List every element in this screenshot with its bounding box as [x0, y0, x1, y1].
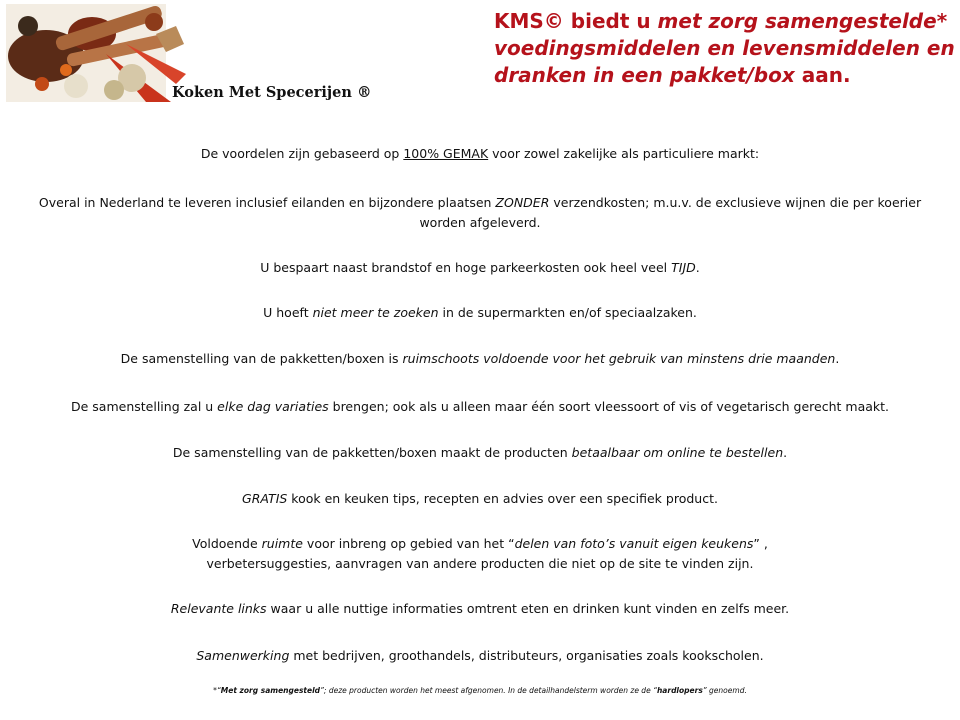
paragraph: De samenstelling van de pakketten/boxen is ruimschoots voldoende voor het gebruik van minstens drie maanden. — [120, 351, 840, 366]
headline-lead: KMS© biedt u — [494, 9, 658, 33]
brand-text: Koken Met Specerijen ® — [172, 84, 372, 101]
paragraph: De samenstelling van de pakketten/boxen maakt de producten betaalbaar om online te bestellen. — [172, 445, 788, 460]
paragraph: Overal in Nederland te leveren inclusief eilanden en bijzondere plaatsen ZONDER verzendkosten; m.u.v. de exclusieve wijnen die per koerier worden afgeleverd. — [38, 195, 922, 230]
logo — [6, 4, 400, 108]
paragraph: GRATIS kook en keuken tips, recepten en advies over een specifiek product. — [242, 491, 718, 506]
paragraph: U bespaart naast brandstof en hoge parkeerkosten ook heel veel TIJD. — [260, 260, 700, 275]
headline-tail: aan. — [794, 63, 851, 87]
paragraph: U hoeft niet meer te zoeken in de supermarkten en/of speciaalzaken. — [263, 305, 697, 320]
footnote: *“Met zorg samengesteld”; deze producten worden het meest afgenomen. In de detailhandelsterm worden ze de “hardlopers” genoemd. — [213, 686, 747, 695]
emphasis-link: 100% GEMAK — [403, 146, 489, 161]
paragraph: Relevante links waar u alle nuttige informaties omtrent eten en drinken kunt vinden en zelfs meer. — [170, 601, 790, 616]
paragraph: De voordelen zijn gebaseerd op 100% GEMAK voor zowel zakelijke als particuliere markt: — [200, 146, 760, 161]
headline — [494, 8, 956, 89]
paragraph: De samenstelling zal u elke dag variaties brengen; ook als u alleen maar één soort vleessoort of vis of vegetarisch gerecht maakt. — [71, 399, 889, 414]
headline-emphasis: met zorg samengestelde* voedingsmiddelen en levensmiddelen en dranken in een pakket/box — [494, 9, 955, 87]
paragraph: Voldoende ruimte voor inbreng op gebied van het “delen van foto’s vanuit eigen keukens” , verbetersuggesties, aanvragen van andere producten die niet op de site te vinden zijn. — [192, 536, 768, 571]
paragraph: Samenwerking met bedrijven, groothandels, distributeurs, organisaties zoals kookscholen. — [196, 648, 764, 663]
